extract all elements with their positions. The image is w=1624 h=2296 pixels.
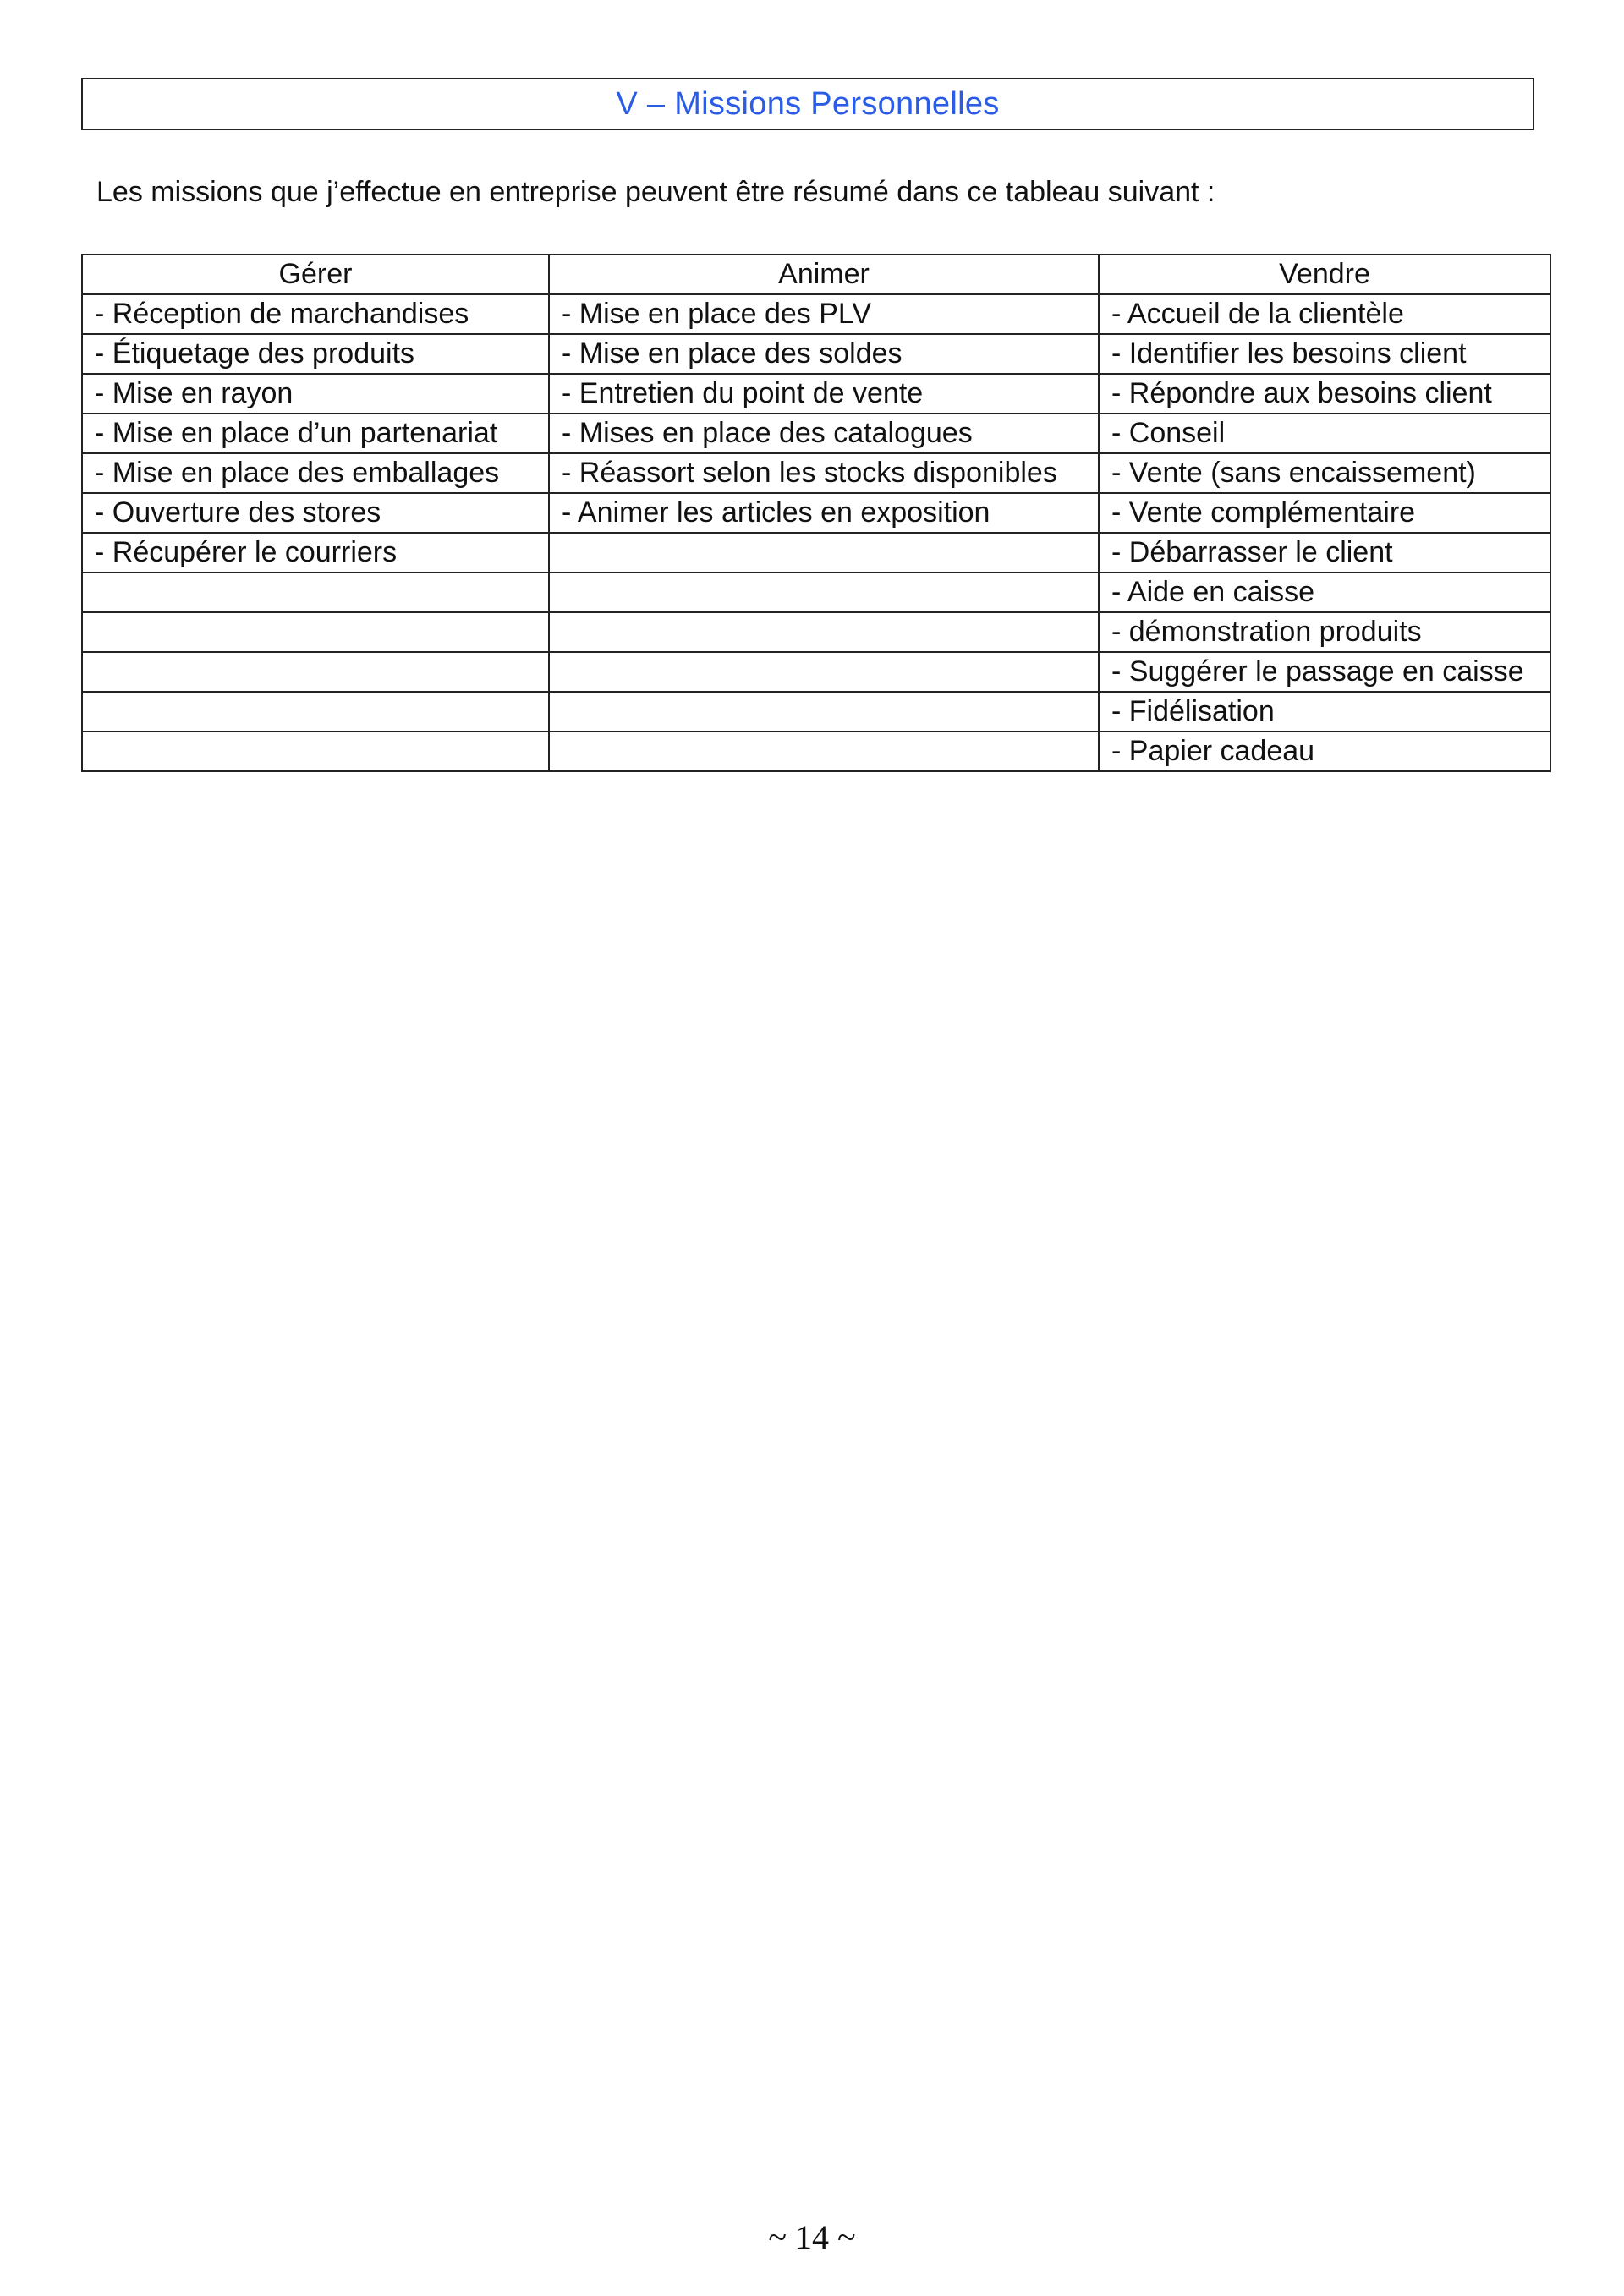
cell-vendre: - démonstration produits <box>1099 612 1550 652</box>
cell-animer: - Entretien du point de vente <box>549 374 1099 414</box>
table-row <box>82 732 1550 771</box>
cell-animer <box>549 612 1099 652</box>
cell-gerer: - Mise en place d’un partenariat <box>82 414 549 453</box>
cell-gerer <box>82 573 549 612</box>
cell-animer <box>549 652 1099 692</box>
header-animer: Animer <box>549 255 1099 294</box>
cell-animer: - Mise en place des PLV <box>549 294 1099 334</box>
cell-gerer: - Ouverture des stores <box>82 493 549 533</box>
table-row <box>82 374 1550 414</box>
cell-gerer: - Étiquetage des produits <box>82 334 549 374</box>
cell-vendre: - Vente (sans encaissement) <box>1099 453 1550 493</box>
cell-gerer <box>82 732 549 771</box>
cell-vendre: - Aide en caisse <box>1099 573 1550 612</box>
cell-vendre: - Accueil de la clientèle <box>1099 294 1550 334</box>
cell-vendre: - Répondre aux besoins client <box>1099 374 1550 414</box>
cell-vendre: - Conseil <box>1099 414 1550 453</box>
section-title-box <box>81 78 1534 130</box>
section-title: V – Missions Personnelles <box>616 85 1000 122</box>
cell-vendre: - Papier cadeau <box>1099 732 1550 771</box>
cell-animer <box>549 732 1099 771</box>
table-row <box>82 414 1550 453</box>
cell-vendre: - Vente complémentaire <box>1099 493 1550 533</box>
table-header-row <box>82 255 1550 294</box>
table-row <box>82 334 1550 374</box>
cell-gerer: - Mise en rayon <box>82 374 549 414</box>
table-row <box>82 573 1550 612</box>
page-number: ~ 14 ~ <box>768 2218 856 2256</box>
cell-animer: - Réassort selon les stocks disponibles <box>549 453 1099 493</box>
cell-animer: - Mises en place des catalogues <box>549 414 1099 453</box>
missions-table <box>81 254 1551 772</box>
cell-animer <box>549 573 1099 612</box>
cell-animer: - Animer les articles en exposition <box>549 493 1099 533</box>
table-row <box>82 453 1550 493</box>
cell-gerer: - Réception de marchandises <box>82 294 549 334</box>
cell-gerer <box>82 652 549 692</box>
table-row <box>82 692 1550 732</box>
cell-animer <box>549 692 1099 732</box>
header-vendre: Vendre <box>1099 255 1550 294</box>
table-row <box>82 652 1550 692</box>
table-row <box>82 294 1550 334</box>
cell-animer <box>549 533 1099 573</box>
cell-gerer <box>82 612 549 652</box>
intro-paragraph: Les missions que j’effectue en entreprise peuvent être résumé dans ce tableau suivant : <box>96 176 1215 208</box>
cell-gerer: - Récupérer le courriers <box>82 533 549 573</box>
cell-gerer: - Mise en place des emballages <box>82 453 549 493</box>
header-gerer: Gérer <box>82 255 549 294</box>
cell-gerer <box>82 692 549 732</box>
cell-vendre: - Identifier les besoins client <box>1099 334 1550 374</box>
table-row <box>82 493 1550 533</box>
table-row <box>82 533 1550 573</box>
cell-vendre: - Fidélisation <box>1099 692 1550 732</box>
cell-animer: - Mise en place des soldes <box>549 334 1099 374</box>
table-row <box>82 612 1550 652</box>
cell-vendre: - Débarrasser le client <box>1099 533 1550 573</box>
cell-vendre: - Suggérer le passage en caisse <box>1099 652 1550 692</box>
